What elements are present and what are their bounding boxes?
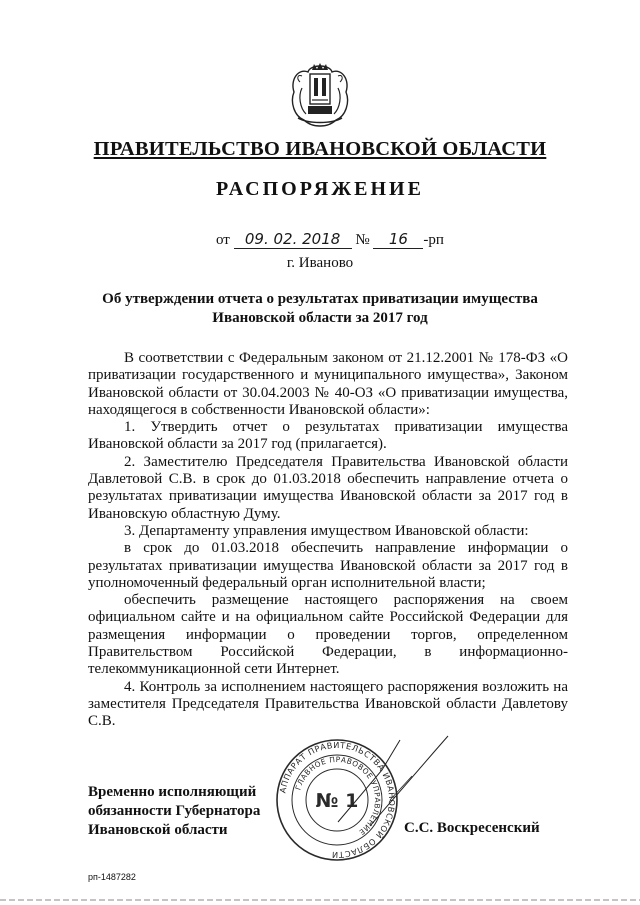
paragraph-item-1: 1. Утвердить отчет о результатах приватизации имущества Ивановской области за 2017 год (прилагается). (88, 419, 568, 453)
paragraph-item-2: 2. Заместителю Председателя Правительства Ивановской области Давлетовой С.В. в срок до 01.03.2018 обеспечить направление отчета о результатах приватизации имущества Ивановской области за 2017 год в Ивановскую областную Думу. (88, 453, 568, 522)
number-prefix: № (355, 232, 370, 248)
paragraph-item-4: 4. Контроль за исполнением настоящего распоряжения возложить на заместителя Председателя Правительства Ивановской области Давлетову С.В. (88, 678, 568, 730)
coat-of-arms-icon (288, 62, 352, 132)
paragraph-preamble: В соответствии с Федеральным законом от 21.12.2001 № 178-ФЗ «О приватизации государственного и муниципального имущества», Законом Ивановской области от 30.04.2003 № 40-ОЗ «О приватизации имущества, находящегося в собственности Ивановской области»: (88, 350, 568, 418)
signer-position-line-1: Временно исполняющий (88, 784, 257, 800)
seal-number: № 1 (315, 790, 359, 812)
date-prefix: от (216, 232, 230, 248)
signer-name: С.С. Воскресенский (404, 820, 540, 836)
registration-number: рп-1487282 (88, 872, 136, 882)
city-line: г. Иваново (286, 255, 354, 271)
handwritten-signature (330, 730, 460, 830)
signer-position-line-2: обязанности Губернатора (88, 803, 261, 819)
date-number-line (216, 230, 444, 249)
paragraph-item-3b: обеспечить размещение настоящего распоряжения на своем официальном сайте и на официальном сайте Российской Федерации для размещения информации о проведении торгов, определенном Правительством Российской Федерации, в информационно-телекоммуникационной сети Интернет. (88, 592, 568, 678)
paragraph-item-3: 3. Департаменту управления имуществом Ивановской области: (124, 522, 529, 539)
document-type: РАСПОРЯЖЕНИЕ (216, 178, 424, 200)
signer-position-line-3: Ивановской области (88, 822, 228, 838)
seal-outer-text: АППАРАТ ПРАВИТЕЛЬСТВА ИВАНОВСКОЙ ОБЛАСТИ (277, 739, 398, 861)
government-title: ПРАВИТЕЛЬСТВО ИВАНОВСКОЙ ОБЛАСТИ (93, 138, 547, 160)
scan-edge-divider (0, 899, 640, 901)
paragraph-item-3a: в срок до 01.03.2018 обеспечить направление информации о результатах приватизации имущества Ивановской области за 2017 год в уполномоченный федеральный орган исполнительной власти; (88, 540, 568, 591)
document-subject: Об утверждении отчета о результатах приватизации имущества Ивановской области за 2017 год (102, 291, 538, 326)
number-suffix: -рп (423, 232, 444, 248)
handwritten-date: 09. 02. 2018 (234, 230, 352, 249)
seal-inner-text: ГЛАВНОЕ ПРАВОВОЕ УПРАВЛЕНИЕ (293, 754, 383, 838)
signer-position (88, 783, 260, 840)
handwritten-number: 16 (373, 230, 423, 249)
document-body (88, 350, 568, 731)
